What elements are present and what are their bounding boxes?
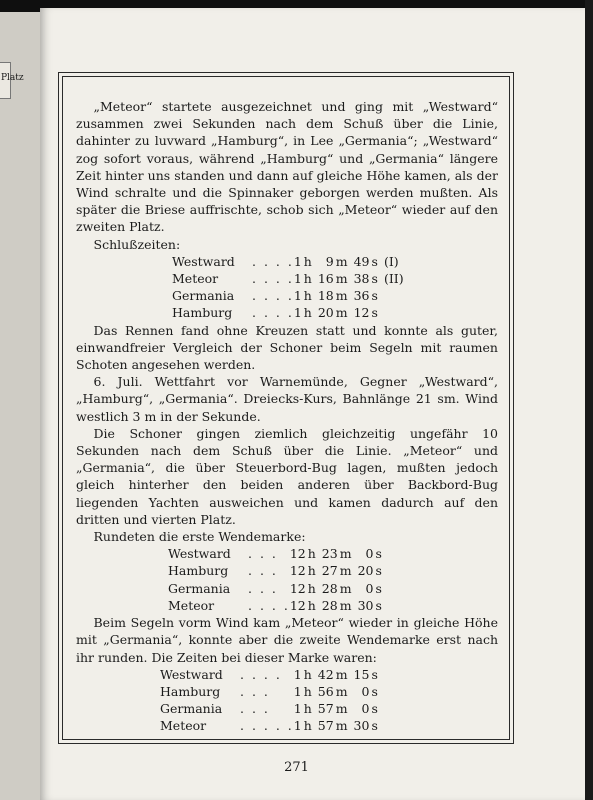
schlusszeiten-label: Schlußzeiten: [93, 236, 181, 252]
cell-dots: . . . [240, 701, 270, 717]
left-page-fragment [0, 62, 24, 99]
paragraph-4: Die Schoner gingen ziemlich gleichzeitig ungefähr 10 Sekunden nach dem Schuß über die Linie. „Meteor“ und „Germania“, die über Steuerbord-Bug lagen, mußten jedoch gleich hinterher den beiden anderen über Backbord-Bug liegenden Yachten ausweichen und kamen dadurch auf den dritten und vierten Platz. [76, 425, 498, 527]
cell-dots: . . . . [252, 288, 294, 304]
cell-hours: 1 [293, 718, 302, 734]
cell-dots: . . . . [252, 253, 294, 269]
time-row [172, 270, 404, 287]
cell-seconds-unit: s [371, 288, 378, 304]
cell-hours: 1 [293, 253, 302, 269]
cell-name: Westward [160, 666, 223, 682]
cell-minutes-unit: m [335, 253, 348, 269]
cell-name: Meteor [160, 718, 207, 734]
time-row [172, 304, 404, 321]
cell-minutes-unit: m [339, 597, 352, 613]
cell-dots: . . . [248, 546, 278, 562]
cell-seconds: 0 [361, 683, 370, 699]
cell-hours-unit: h [303, 305, 312, 321]
cell-seconds-unit: s [375, 563, 382, 579]
cell-seconds-unit: s [371, 666, 378, 682]
cell-minutes-unit: m [339, 563, 352, 579]
time-row [160, 683, 384, 700]
page-content [76, 98, 498, 735]
cell-name: Hamburg [172, 305, 233, 321]
cell-seconds: 0 [361, 701, 370, 717]
zweite-wendemarke-table [160, 666, 384, 735]
cell-minutes-unit: m [335, 271, 348, 287]
erste-wendemarke-label: Rundeten die erste Wendemarke: [93, 529, 306, 545]
cell-dots: . . . . [252, 305, 294, 321]
cell-minutes-unit: m [339, 546, 352, 562]
cell-minutes: 9 [325, 253, 334, 269]
cell-hours: 1 [293, 666, 302, 682]
cell-minutes: 27 [321, 563, 338, 579]
cell-note [384, 304, 404, 321]
cell-hours: 1 [293, 288, 302, 304]
cell-hours: 1 [293, 701, 302, 717]
cell-minutes: 57 [317, 718, 334, 734]
paragraph-1: „Meteor“ startete ausgezeichnet und ging mit „Westward“ zusammen zwei Sekunden nach dem Schuß über die Linie, dahinter zu luvward „Hamburg“, in Lee „Germania“; „Westward“ zog sofort voraus, während „Hamburg“ und „Germania“ längere Zeit hinter uns standen und dann auf gleiche Höhe kamen, als der Wind schralte und die Spinnaker geborgen werden mußten. Als später die Briese auffrischte, schob sich „Meteor“ wieder auf den zweiten Platz. [76, 99, 498, 235]
cell-seconds: 49 [353, 253, 370, 269]
cell-hours-unit: h [303, 288, 312, 304]
paragraph-2: Das Rennen fand ohne Kreuzen statt und konnte als guter, einwandfreier Vergleich der Schoner beim Segeln mit raumen Schoten angesehen werden. [76, 322, 498, 373]
cell-hours-unit: h [303, 701, 312, 717]
time-row [160, 666, 384, 683]
cell-minutes: 57 [317, 701, 334, 717]
cell-seconds-unit: s [371, 701, 378, 717]
cell-name: Hamburg [168, 563, 229, 579]
page-number: 271 [284, 760, 309, 775]
cell-minutes: 28 [321, 597, 338, 613]
cell-minutes-unit: m [335, 683, 348, 699]
cell-minutes: 20 [317, 305, 334, 321]
time-row [172, 253, 404, 270]
cell-minutes-unit: m [335, 718, 348, 734]
cell-hours-unit: h [307, 580, 316, 596]
cell-dots: . . . [248, 580, 278, 596]
cell-hours: 12 [289, 580, 306, 596]
cell-seconds-unit: s [371, 718, 378, 734]
cell-minutes-unit: m [335, 701, 348, 717]
cell-name: Meteor [172, 271, 219, 287]
cell-minutes-unit: m [335, 288, 348, 304]
cell-minutes: 28 [321, 580, 338, 596]
cell-seconds: 38 [353, 271, 370, 287]
cell-minutes: 56 [317, 683, 334, 699]
cell-seconds-unit: s [371, 683, 378, 699]
cell-hours: 12 [289, 546, 306, 562]
cell-hours-unit: h [307, 546, 316, 562]
time-row [160, 700, 384, 717]
cell-hours: 1 [293, 271, 302, 287]
cell-hours-unit: h [303, 666, 312, 682]
cell-seconds: 30 [353, 718, 370, 734]
cell-minutes: 42 [317, 666, 334, 682]
left-page-fragment-text: Platz [1, 73, 24, 83]
cell-name: Meteor [168, 597, 215, 613]
cell-seconds-unit: s [371, 253, 378, 269]
cell-hours-unit: h [303, 271, 312, 287]
cell-name: Westward [168, 546, 231, 562]
time-row [168, 597, 388, 614]
cell-seconds: 12 [353, 305, 370, 321]
cell-hours-unit: h [307, 563, 316, 579]
book-right-edge [585, 0, 593, 800]
cell-minutes: 18 [317, 288, 334, 304]
cell-note: (II) [383, 271, 404, 287]
cell-name: Germania [168, 580, 231, 596]
cell-hours: 12 [289, 597, 306, 613]
cell-hours: 12 [289, 563, 306, 579]
left-page-edge [0, 12, 40, 800]
cell-seconds-unit: s [371, 271, 378, 287]
cell-name: Hamburg [160, 683, 221, 699]
cell-name: Germania [172, 288, 235, 304]
erste-wendemarke-table [168, 545, 388, 614]
cell-seconds: 30 [357, 597, 374, 613]
time-row [168, 562, 388, 579]
paragraph-3: 6. Juli. Wettfahrt vor Warnemünde, Gegner „Westward“, „Hamburg“, „Germania“. Dreiecks-Kurs, Bahnlänge 21 sm. Wind westlich 3 m in der Sekunde. [76, 374, 498, 424]
cell-minutes: 23 [321, 546, 338, 562]
cell-seconds: 36 [353, 288, 370, 304]
cell-dots: . . . [248, 563, 278, 579]
time-row [160, 717, 384, 734]
schlusszeiten-table [172, 253, 404, 322]
time-row [172, 287, 404, 304]
cell-minutes-unit: m [339, 580, 352, 596]
time-row [168, 580, 388, 597]
cell-hours-unit: h [303, 683, 312, 699]
paragraph-5: Beim Segeln vorm Wind kam „Meteor“ wieder in gleiche Höhe mit „Germania“, konnte aber die zweite Wendemarke erst nach ihr runden. Die Zeiten bei dieser Marke waren: [76, 615, 498, 665]
cell-seconds: 0 [365, 580, 374, 596]
cell-minutes: 16 [317, 271, 334, 287]
cell-seconds-unit: s [371, 305, 378, 321]
cell-name: Germania [160, 701, 223, 717]
cell-hours: 1 [293, 683, 302, 699]
cell-dots: . . . . [248, 597, 290, 613]
cell-hours-unit: h [303, 718, 312, 734]
cell-seconds: 20 [357, 563, 374, 579]
cell-minutes-unit: m [335, 666, 348, 682]
cell-note: (I) [383, 253, 399, 269]
cell-hours-unit: h [307, 597, 316, 613]
cell-dots: . . . [240, 683, 270, 699]
time-row [168, 545, 388, 562]
cell-minutes-unit: m [335, 305, 348, 321]
cell-seconds: 0 [365, 546, 374, 562]
cell-name: Westward [172, 253, 235, 269]
cell-dots: . . . . [252, 271, 294, 287]
cell-seconds: 15 [353, 666, 370, 682]
cell-hours-unit: h [303, 253, 312, 269]
cell-dots: . . . . [240, 666, 282, 682]
cell-note [384, 287, 404, 304]
cell-hours: 1 [293, 305, 302, 321]
cell-seconds-unit: s [375, 597, 382, 613]
cell-seconds-unit: s [375, 580, 382, 596]
cell-seconds-unit: s [375, 546, 382, 562]
cell-dots: . . . . . [240, 718, 294, 734]
